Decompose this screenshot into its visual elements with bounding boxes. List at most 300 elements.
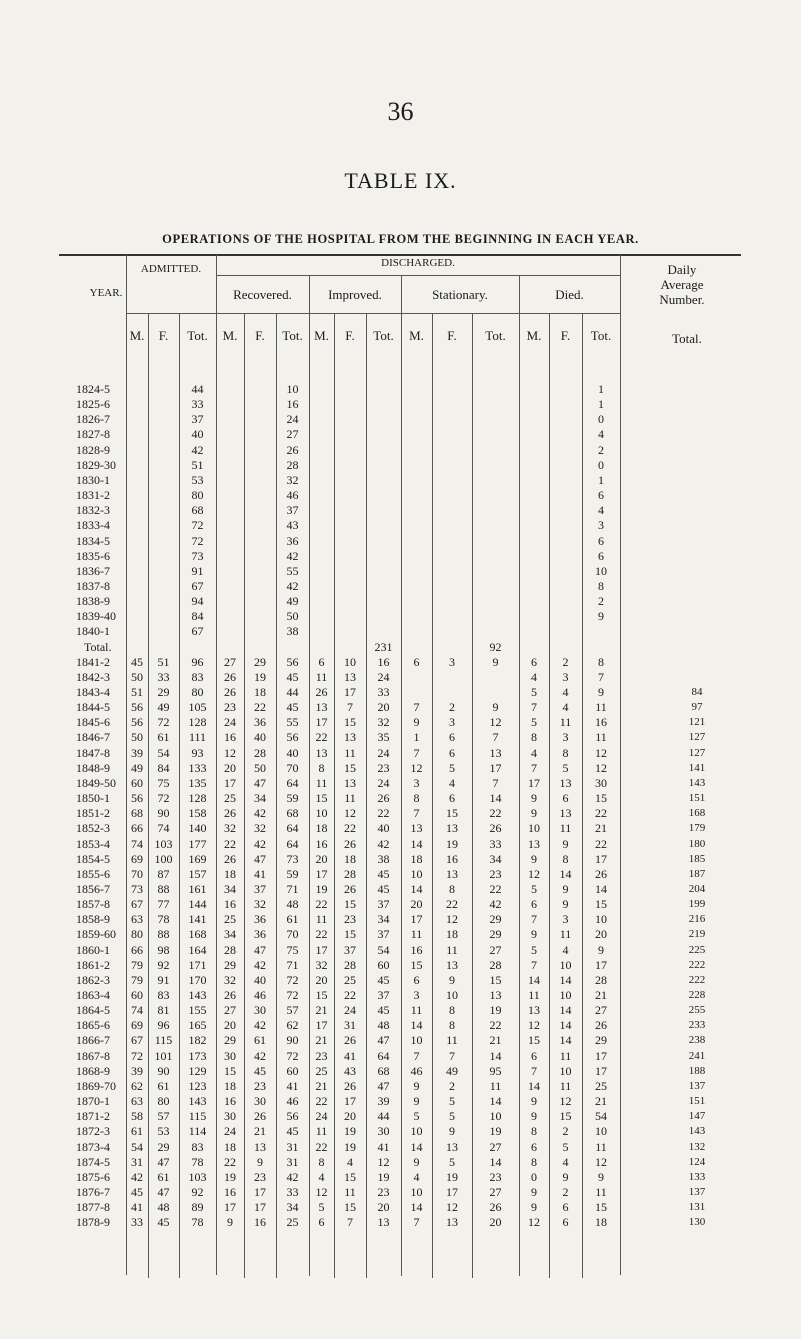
imp-tot-cell: 38 [377,851,390,866]
died-tot-cell: 1 [598,472,604,487]
imp-tot-cell: 37 [377,897,390,912]
died-m-cell: 15 [528,1033,540,1048]
died-tot-cell: 9 [598,609,604,624]
daily-average-cell: 179 [688,822,706,835]
sta-m-cell: 14 [410,1200,423,1215]
table-row [0,1215,801,1230]
imp-f-cell: 26 [344,1033,356,1048]
adm-m-cell: 69 [131,851,143,866]
died-m-cell: 6 [531,897,537,912]
rec-m-cell: 26 [224,685,236,699]
rec-tot-cell: 34 [286,1200,299,1215]
died-m-cell: 8 [531,1124,537,1139]
imp-tot-cell: 26 [377,791,390,806]
imp-f-cell: 4 [347,1154,353,1169]
imp-f-cell: 43 [344,1063,356,1078]
rec-m-cell: 25 [224,791,236,806]
adm-tot-cell: 94 [191,594,204,609]
subheader-f: F. [447,328,457,343]
died-f-cell: 4 [562,700,569,715]
adm-tot-cell: 143 [188,988,207,1002]
adm-f-cell: 48 [157,1200,170,1215]
rec-f-cell: 40 [254,730,266,745]
adm-tot-cell: 155 [188,1003,207,1018]
rec-tot-cell: 42 [286,578,299,593]
table-row [0,897,801,912]
adm-m-cell: 49 [131,760,143,775]
table-row [0,821,801,836]
daily-average-cell: 233 [688,1019,706,1032]
rec-f-cell: 21 [254,1124,266,1139]
imp-f-cell: 26 [344,836,356,851]
adm-tot-cell: 33 [191,397,204,412]
adm-tot-cell: 141 [188,912,207,927]
subheader-m: M. [409,328,424,343]
rec-f-cell: 13 [254,1139,266,1154]
died-m-cell: 8 [531,730,537,745]
rec-f-cell: 17 [254,1200,266,1215]
year-cell: 1857-8 [76,897,110,912]
subheader-m: M. [526,328,542,343]
died-tot-cell: 4 [598,503,604,518]
year-cell: 1844-5 [76,700,110,715]
rec-tot-cell: 26 [286,442,299,457]
daily-average-cell: 141 [688,761,706,774]
sta-f-cell: 15 [446,806,458,821]
sta-tot-cell: 11 [489,1078,502,1093]
sta-m-cell: 6 [413,654,420,669]
sta-tot-cell: 27 [489,1139,502,1154]
year-cell: 1834-5 [76,533,110,548]
adm-m-cell: 51 [131,685,143,699]
rec-tot-cell: 42 [286,1169,299,1184]
sta-f-cell: 13 [446,821,458,836]
rec-tot-cell: 70 [286,760,299,775]
rec-f-cell: 19 [254,669,266,684]
header-daily-line2: Average [660,277,704,292]
rec-m-cell: 18 [224,1139,236,1154]
adm-m-cell: 67 [131,1033,143,1048]
table-row [0,1079,801,1094]
died-tot-cell: 16 [595,715,607,730]
daily-average-cell: 143 [688,776,706,789]
rec-tot-cell: 56 [286,1109,299,1124]
died-m-cell: 6 [531,1048,537,1063]
imp-f-cell: 24 [344,1003,356,1018]
table-row [0,973,801,988]
table-row [0,534,801,549]
died-m-cell: 6 [531,654,537,669]
table-row [0,1140,801,1155]
died-tot-cell: 21 [595,821,607,836]
imp-f-cell: 26 [344,881,356,896]
year-cell: 1847-8 [76,745,110,760]
imp-f-cell: 25 [344,972,356,987]
imp-tot-cell: 47 [377,1033,390,1048]
year-cell: 1876-7 [76,1184,110,1199]
died-f-cell: 10 [559,988,572,1002]
died-tot-cell: 4 [598,427,604,442]
imp-m-cell: 22 [315,897,328,912]
year-cell: 1861-2 [76,957,110,972]
year-cell: 1877-8 [76,1200,110,1215]
adm-f-cell: 61 [157,1078,170,1093]
died-tot-cell: 1 [598,397,604,412]
imp-f-cell: 15 [344,897,356,912]
table-row [0,427,801,442]
imp-m-cell: 15 [315,791,328,806]
imp-tot-cell: 45 [377,881,390,896]
sta-m-cell: 46 [410,1063,423,1078]
imp-tot-cell: 16 [377,654,390,669]
died-f-cell: 14 [559,972,572,987]
adm-tot-cell: 105 [188,700,207,715]
died-tot-cell: 9 [598,1169,604,1184]
rec-tot-cell: 72 [286,972,299,987]
sta-m-cell: 3 [413,775,420,790]
year-cell: 1837-8 [76,578,110,593]
adm-tot-cell: 42 [191,442,204,457]
table-row [0,685,801,700]
imp-tot-cell: 37 [377,927,390,942]
died-tot-cell: 12 [595,760,607,775]
imp-f-cell: 15 [344,927,356,942]
sta-m-cell: 17 [410,912,423,927]
rec-m-cell: 29 [224,957,236,972]
sta-f-cell: 5 [449,1154,455,1169]
imp-tot-cell: 30 [377,1124,390,1139]
died-f-cell: 14 [559,1018,572,1033]
rec-f-cell: 42 [254,806,266,821]
sta-tot-cell: 12 [489,715,502,730]
died-f-cell: 8 [562,745,569,760]
year-cell: 1828-9 [76,442,110,457]
died-tot-cell: 8 [598,578,604,593]
table-row [0,1094,801,1109]
adm-tot-cell: 168 [188,927,207,942]
sta-m-cell: 5 [413,1109,420,1124]
died-f-cell: 9 [562,897,569,912]
adm-m-cell: 62 [131,1078,143,1093]
rec-f-cell: 22 [254,700,266,715]
imp-m-cell: 11 [315,669,328,684]
died-tot-cell: 2 [598,442,604,457]
rec-m-cell: 32 [224,821,236,836]
rec-tot-cell: 55 [286,715,299,730]
sta-tot-cell: 15 [489,972,502,987]
daily-average-cell: 188 [688,1064,706,1077]
year-cell: 1824-5 [76,382,110,396]
imp-m-cell: 19 [315,881,328,896]
died-m-cell: 8 [531,1154,537,1169]
rec-f-cell: 45 [254,1063,266,1078]
adm-m-cell: 73 [131,881,143,896]
died-m-cell: 9 [531,1109,537,1124]
sta-tot-cell: 92 [489,639,502,654]
adm-tot-cell: 78 [191,1154,204,1169]
adm-tot-cell: 144 [188,897,207,912]
imp-f-cell: 18 [344,851,356,866]
died-m-cell: 7 [531,912,537,927]
imp-f-cell: 22 [344,988,356,1002]
rec-tot-cell: 37 [286,503,299,518]
daily-average-cell: 199 [688,898,706,911]
year-cell: 1854-5 [76,851,110,866]
sta-tot-cell: 95 [489,1063,502,1078]
year-cell: 1871-2 [76,1109,110,1124]
died-tot-cell: 12 [595,1154,607,1169]
died-m-cell: 11 [528,988,540,1002]
imp-tot-cell: 20 [377,700,390,715]
died-tot-cell: 11 [595,1139,607,1154]
adm-m-cell: 79 [131,957,143,972]
adm-tot-cell: 67 [191,624,204,639]
died-f-cell: 2 [562,1124,569,1139]
table-row [0,488,801,503]
sta-tot-cell: 26 [489,821,502,836]
adm-tot-cell: 72 [191,533,204,548]
died-tot-cell: 9 [598,942,604,957]
daily-average-cell: 185 [688,852,706,865]
sta-m-cell: 14 [410,836,423,851]
rec-tot-cell: 64 [286,836,299,851]
died-tot-cell: 0 [598,457,604,472]
rec-f-cell: 29 [254,654,266,669]
rec-f-cell: 23 [254,1078,266,1093]
rec-m-cell: 17 [224,775,236,790]
imp-tot-cell: 60 [377,957,390,972]
adm-f-cell: 57 [157,1109,170,1124]
year-cell: 1850-1 [76,791,110,806]
died-f-cell: 2 [562,1184,569,1199]
adm-tot-cell: 53 [191,472,204,487]
rec-m-cell: 26 [224,851,236,866]
died-f-cell: 15 [559,1109,572,1124]
died-tot-cell: 17 [595,1048,607,1063]
year-cell: 1827-8 [76,427,110,442]
adm-m-cell: 67 [131,897,143,912]
subheader-tot: Tot. [485,328,506,343]
adm-m-cell: 74 [131,1003,143,1018]
adm-tot-cell: 40 [191,427,204,442]
sta-f-cell: 11 [446,1033,458,1048]
imp-tot-cell: 68 [377,1063,390,1078]
year-cell: 1864-5 [76,1003,110,1018]
table-row [0,564,801,579]
rec-m-cell: 24 [224,1124,236,1139]
header-daily-average [622,262,742,307]
sta-tot-cell: 14 [489,1154,502,1169]
sta-m-cell: 13 [410,821,423,836]
imp-m-cell: 13 [315,745,328,760]
daily-average-cell: 255 [688,1004,706,1017]
sta-m-cell: 11 [410,1003,423,1018]
adm-tot-cell: 128 [188,791,207,806]
died-tot-cell: 26 [595,866,607,881]
daily-average-cell: 238 [688,1034,706,1047]
table-subtitle: OPERATIONS OF THE HOSPITAL FROM THE BEGINNING IN EACH YEAR. [162,232,639,246]
rec-tot-cell: 61 [286,912,299,927]
header-died: Died. [555,287,584,302]
table-row [0,730,801,745]
sta-f-cell: 6 [449,791,455,806]
sta-tot-cell: 21 [489,1033,502,1048]
imp-m-cell: 6 [318,654,325,669]
died-m-cell: 6 [531,1139,537,1154]
died-f-cell: 13 [559,775,572,790]
adm-tot-cell: 161 [188,881,207,896]
daily-average-cell: 151 [688,792,706,805]
died-tot-cell: 11 [595,730,607,745]
rec-m-cell: 18 [224,1078,236,1093]
rec-tot-cell: 64 [286,821,299,836]
adm-tot-cell: 68 [191,503,204,518]
died-f-cell: 9 [562,881,569,896]
adm-tot-cell: 170 [188,972,207,987]
rec-tot-cell: 48 [286,897,299,912]
sta-tot-cell: 14 [489,1048,502,1063]
sta-f-cell: 18 [446,927,458,942]
died-m-cell: 7 [531,1063,537,1078]
rec-tot-cell: 56 [286,730,299,745]
sta-f-cell: 9 [449,972,455,987]
subheader-f: F. [255,328,265,343]
rec-tot-cell: 44 [286,685,299,699]
rec-tot-cell: 45 [286,1124,299,1139]
sta-tot-cell: 7 [492,730,499,745]
died-f-cell: 4 [562,1154,569,1169]
rec-tot-cell: 41 [286,1078,299,1093]
died-tot-cell: 15 [595,791,607,806]
sta-tot-cell: 9 [492,700,499,715]
died-m-cell: 5 [531,715,537,730]
rec-tot-cell: 64 [286,775,299,790]
rec-f-cell: 32 [254,897,266,912]
adm-f-cell: 90 [157,806,170,821]
adm-f-cell: 29 [157,1139,170,1154]
table-row [0,988,801,1003]
adm-f-cell: 83 [157,988,170,1002]
adm-m-cell: 41 [131,1200,143,1215]
year-cell: 1825-6 [76,397,110,412]
adm-f-cell: 47 [157,1154,170,1169]
adm-f-cell: 33 [157,669,170,684]
rec-tot-cell: 60 [286,1063,299,1078]
died-m-cell: 7 [531,957,537,972]
sta-tot-cell: 27 [489,942,502,957]
adm-f-cell: 29 [157,685,170,699]
imp-m-cell: 22 [315,1139,328,1154]
died-m-cell: 0 [531,1169,537,1184]
daily-average-cell: 137 [688,1079,706,1092]
sta-tot-cell: 29 [489,927,502,942]
adm-tot-cell: 182 [188,1033,207,1048]
rec-tot-cell: 43 [286,518,299,533]
sta-m-cell: 4 [413,1169,420,1184]
died-f-cell: 6 [562,1200,569,1215]
sta-m-cell: 10 [410,866,423,881]
died-tot-cell: 12 [595,745,607,760]
imp-tot-cell: 32 [377,715,390,730]
imp-f-cell: 15 [344,760,356,775]
rec-m-cell: 19 [224,1169,236,1184]
imp-m-cell: 22 [315,927,328,942]
adm-tot-cell: 133 [188,760,207,775]
died-tot-cell: 2 [598,594,604,609]
rec-m-cell: 23 [224,700,236,715]
imp-m-cell: 17 [315,1018,328,1033]
imp-tot-cell: 40 [377,821,390,836]
imp-f-cell: 10 [344,654,356,669]
year-cell: 1878-9 [76,1215,110,1230]
year-cell: 1863-4 [76,988,110,1002]
rec-tot-cell: 24 [286,412,299,427]
rec-f-cell: 36 [254,912,266,927]
imp-tot-cell: 34 [377,912,390,927]
imp-f-cell: 7 [347,700,353,715]
adm-m-cell: 56 [131,791,143,806]
imp-m-cell: 13 [315,700,328,715]
table-row [0,594,801,609]
died-f-cell: 8 [562,851,569,866]
died-m-cell: 9 [531,791,537,806]
died-m-cell: 7 [531,760,537,775]
sta-m-cell: 3 [413,988,420,1002]
died-f-cell: 3 [562,669,569,684]
rec-tot-cell: 62 [286,1018,299,1033]
rec-tot-cell: 31 [286,1154,299,1169]
adm-f-cell: 61 [157,1169,170,1184]
table-row [0,746,801,761]
adm-tot-cell: 165 [188,1018,207,1033]
table-row [0,912,801,927]
adm-tot-cell: 169 [188,851,207,866]
imp-tot-cell: 37 [377,988,390,1002]
table-row [0,1033,801,1048]
adm-f-cell: 72 [157,791,170,806]
table-row [0,852,801,867]
imp-f-cell: 23 [344,912,356,927]
rec-m-cell: 34 [224,881,236,896]
header-daily-line3: Number. [659,292,705,307]
rec-m-cell: 24 [224,715,236,730]
adm-tot-cell: 72 [191,518,204,533]
rec-tot-cell: 49 [286,594,299,609]
died-m-cell: 9 [531,927,537,942]
died-tot-cell: 6 [598,533,604,548]
sta-f-cell: 10 [446,988,458,1002]
imp-tot-cell: 22 [377,806,390,821]
rec-f-cell: 42 [254,1048,266,1063]
divider [126,313,620,314]
table-row [0,867,801,882]
imp-f-cell: 41 [344,1048,356,1063]
imp-f-cell: 26 [344,1078,356,1093]
rec-m-cell: 16 [224,730,236,745]
imp-m-cell: 11 [315,912,328,927]
sta-f-cell: 8 [449,881,455,896]
rec-m-cell: 12 [224,745,236,760]
died-f-cell: 14 [559,1033,572,1048]
rec-m-cell: 26 [224,988,236,1002]
year-cell: 1860-1 [76,942,110,957]
sta-m-cell: 14 [410,1139,423,1154]
died-tot-cell: 21 [595,1094,607,1109]
table-row [0,670,801,685]
daily-average-cell: 168 [688,807,706,820]
died-f-cell: 11 [559,1048,572,1063]
adm-m-cell: 80 [131,927,143,942]
